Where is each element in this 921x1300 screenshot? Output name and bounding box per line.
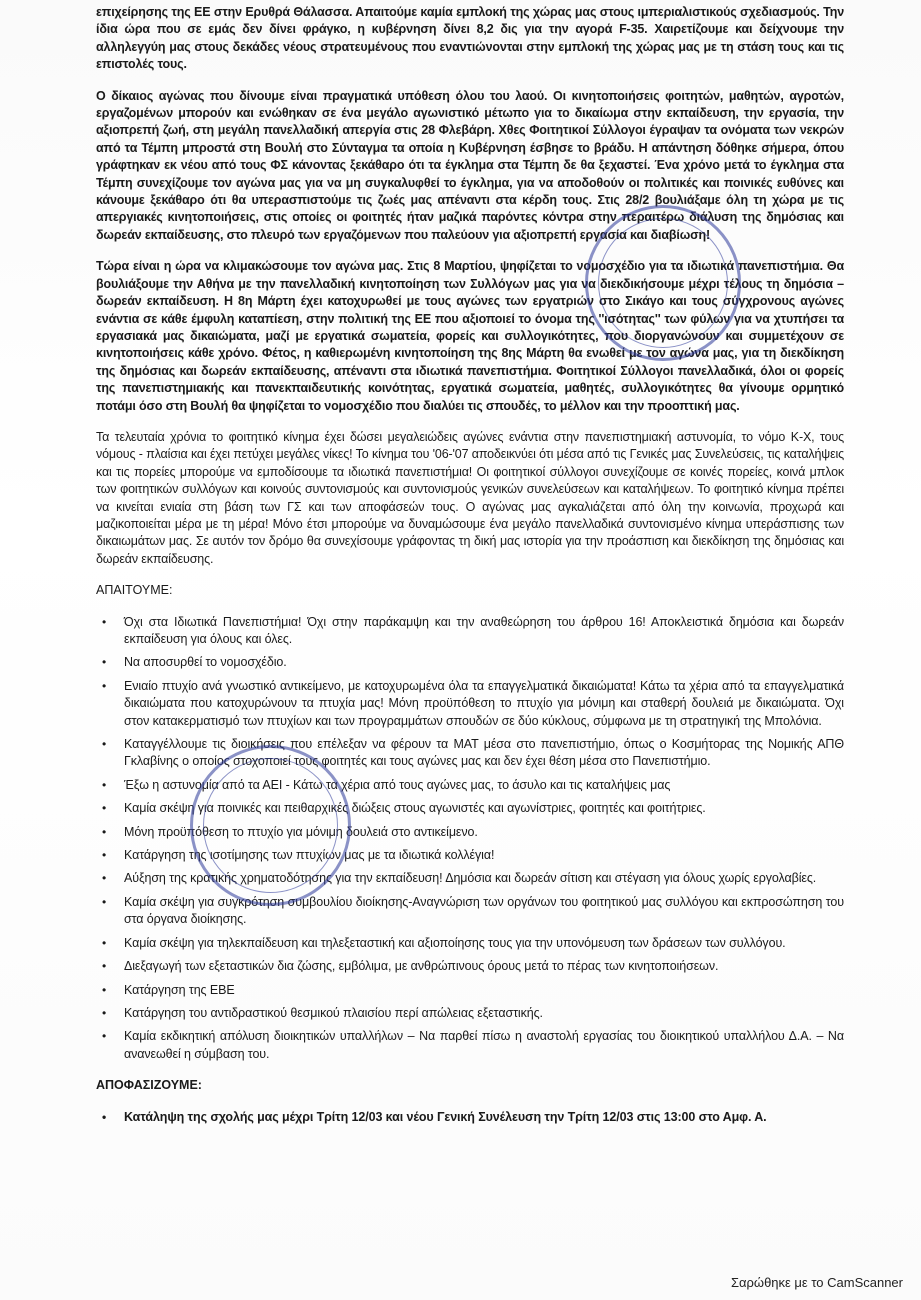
demand-text: Κατάργηση του αντιδραστικού θεσμικού πλαισίου περί απώλειας εξεταστικής.: [124, 1005, 543, 1020]
demand-text: Διεξαγωγή των εξεταστικών δια ζώσης, εμβόλιμα, με ανθρώπινους όρους μετά το πέρας των κινητοποιήσεων.: [124, 959, 719, 974]
bullet-icon: •: [102, 871, 107, 886]
paragraph-movement: Τα τελευταία χρόνια το φοιτητικό κίνημα έχει δώσει μεγαλειώδεις αγώνες ενάντια στην πανεπιστημιακή αστυνομία, το νόμο Κ-Χ, τους νόμους - πλαίσια και έχει πετύχει μεγάλες νίκες! Το κίνημα του '06-'07 αποδεικνύει ότι μέσα από τις Γενικές μας Συνελεύσεις, τις καταλήψεις και τις πορείες μπορούμε να εμποδίσουμε τα ιδιωτικά πανεπιστήμια! Οι φοιτητικοί σύλλογοι συνεχίζουμε σε κοινές πορείες, κοινά μπλοκ των φοιτητικών συλλόγων και κοινούς συντονισμούς και συντονισμούς γενικών συνελεύσεων και καταλήψεων. Το φοιτητικό κίνημα πρέπει να κινείται ενιαία στη βάση των ΓΣ και των αποφάσεών τους. Ο αγώνας μας αγκαλιάζεται από όλη την κοινωνία, προχωρά και μαζικοποιείται μέρα με τη μέρα! Μόνο έτσι μπορούμε να δυναμώσουμε ένα μεγάλο πανελλαδικά συντονισμένο κίνημα υπεράσπισης των δικαιωμάτων μας. Σε αυτόν τον δρόμο θα συνεχίσουμε γράφοντας τη δική μας ιστορία για την προάσπιση και διεκδίκηση της δημόσιας και δωρεάν εκπαίδευσης.: [96, 429, 844, 566]
bullet-icon: •: [102, 1109, 107, 1124]
demand-text: Καμία σκέψη για ποινικές και πειθαρχικές διώξεις στους αγωνιστές και αγωνίστριες, φοιτητές και φοιτήτριες.: [124, 801, 706, 816]
scanner-watermark: Σαρώθηκε με το CamScanner: [730, 1275, 903, 1290]
list-item: [96, 1005, 844, 1022]
paragraph-escalation: Τώρα είναι η ώρα να κλιμακώσουμε τον αγώνα μας. Στις 8 Μαρτίου, ψηφίζεται το νομοσχέδιο για τα ιδιωτικά πανεπιστήμια. Θα βουλιάξουμε την Αθήνα με την πανελλαδική κινητοποίηση των Συλλόγων μας για να διεκδικήσουμε μέχρι τέλους τη δημόσια – δωρεάν εκπαίδευση. Η 8η Μάρτη έχει κατοχυρωθεί με τους αγώνες των εργατριών στο Σικάγο και τους σύγχρονους αγώνες ενάντια σε κάθε έμφυλη καταπίεση, στην πολιτική της ΕΕ που αξιοποιεί το όνομα της ''ισότητας'' των φύλων για να χτυπήσει τα εργασιακά μας δικαιώματα, μαζί με εργατικά σωματεία, φορείς και συλλογικότητες, που διοργανώνουν και συμμετέχουν σε κινητοποιήσεις κάθε χρόνο. Φέτος, η καθιερωμένη κινητοποίηση της 8ης Μάρτη θα ενωθεί με τον αγώνα μας, για τη διεκδίκηση της δημόσιας και δωρεάν εκπαίδευσης, απέναντι στα ιδιωτικά πανεπιστήμια. Φοιτητικοί Σύλλογοι πανελλαδικά, όλοι οι φορείς της πανεπιστημιακής και πανεκπαιδευτικής κοινότητας, εργατικά σωματεία, μαθητές, συλλογικότητες θα γίνουμε ορμητικό ποτάμι όσο στη Βουλή θα ψηφίζεται το νομοσχέδιο που διαλύει τις σπουδές, το μέλλον και την προοπτική μας.: [96, 259, 844, 413]
bullet-icon: •: [102, 678, 107, 693]
demand-text: Καμία εκδικητική απόλυση διοικητικών υπαλλήλων – Να παρθεί πίσω η αναστολή εργασίας του διοικητικού υπαλλήλου Δ.Α. – Να ανανεωθεί η σύμβαση του.: [124, 1029, 844, 1061]
list-item: [96, 982, 844, 999]
bullet-icon: •: [102, 824, 107, 839]
bullet-icon: •: [102, 982, 107, 997]
demand-text: Καταγγέλλουμε τις διοικήσεις που επέλεξαν να φέρουν τα ΜΑΤ μέσα στο πανεπιστήμιο, όπως ο Κοσμήτορας της Νομικής ΑΠΘ Γκλαβίνης ο οποίος στοχοποιεί τους φοιτητές και τους αγώνες μας και δεν έχει θέση μέσα στο Πανεπιστήμιο.: [124, 737, 844, 769]
demand-text: Μόνη προϋπόθεση το πτυχίο για μόνιμη δουλειά στο αντικείμενο.: [124, 824, 478, 839]
bullet-icon: •: [102, 801, 107, 816]
list-item: [96, 958, 844, 975]
bullet-icon: •: [102, 894, 107, 909]
demand-text: Ενιαίο πτυχίο ανά γνωστικό αντικείμενο, με κατοχυρωμένα όλα τα επαγγελματικά δικαιώματα! Κάτω τα χέρια από τα επαγγελματικά δικαιώματα που κατοχυρώνουν τα πτυχία μας! Μόνη προϋπόθεση το πτυχίο για μόνιμη και σταθερή δουλειά με δικαιώματα. Όχι στον κατακερματισμό των πτυχίων και των προγραμμάτων σπουδών σε δύο κύκλους, σύμφωνα με τη στρατηγική της Μπολόνια.: [124, 678, 844, 728]
association-stamp-icon: [190, 745, 351, 906]
bullet-icon: •: [102, 848, 107, 863]
bullet-icon: •: [102, 614, 107, 629]
bullet-icon: •: [102, 655, 107, 670]
decision-text: Κατάληψη της σχολής μας μέχρι Τρίτη 12/03 και νέου Γενική Συνέλευση την Τρίτη 12/03 στις 13:00 στο Αμφ. Α.: [124, 1109, 767, 1124]
demands-heading: ΑΠΑΙΤΟΥΜΕ:: [96, 583, 173, 598]
document-body: [96, 4, 844, 1132]
bullet-icon: •: [102, 1029, 107, 1044]
list-item: [96, 894, 844, 929]
list-item: [96, 1028, 844, 1063]
bullet-icon: •: [102, 737, 107, 752]
list-item: [96, 935, 844, 952]
demand-text: Κατάργηση της ισοτίμησης των πτυχίων μας με τα ιδιωτικά κολλέγια!: [124, 848, 495, 863]
list-item: [96, 654, 844, 671]
demand-text: Αύξηση της κρατικής χρηματοδότησης για την εκπαίδευση! Δημόσια και δωρεάν σίτιση και στέγαση για όλους χωρίς εργολαβίες.: [124, 871, 817, 886]
list-item: [96, 1109, 844, 1126]
bullet-icon: •: [102, 959, 107, 974]
bullet-icon: •: [102, 777, 107, 792]
demand-text: Κατάργηση της ΕΒΕ: [124, 982, 235, 997]
bullet-icon: •: [102, 1005, 107, 1020]
list-item: [96, 678, 844, 730]
demand-text: Έξω η αστυνομία από τα ΑΕΙ - Κάτω τα χέρια από τους αγώνες μας, το άσυλο και τις καταλήψεις μας: [124, 777, 671, 792]
demand-text: Να αποσυρθεί το νομοσχέδιο.: [124, 655, 287, 670]
demand-text: Όχι στα Ιδιωτικά Πανεπιστήμια! Όχι στην παράκαμψη και την αναθεώρηση του άρθρου 16! Αποκλειστικά δημόσια και δωρεάν εκπαίδευση για όλους και όλες.: [124, 614, 844, 646]
decisions-heading: ΑΠΟΦΑΣΙΖΟΥΜΕ:: [96, 1078, 202, 1093]
paragraph-intro: επιχείρησης της ΕΕ στην Ερυθρά Θάλασσα. Απαιτούμε καμία εμπλοκή της χώρας μας στους ιμπεριαλιστικούς σχεδιασμούς. Την ίδια ώρα που σε εμάς δεν δίνει φράγκο, η κυβέρνηση δίνει 8,2 δις για την αγορά F-35. Χαιρετίζουμε και δείχνουμε την αλληλεγγύη μας στους δεκάδες νέους στρατευμένους που εναντιώνονται στην εμπλοκή της χώρας μας με τη στάση τους και τις επιστολές τους.: [96, 5, 844, 72]
list-item: [96, 614, 844, 649]
paragraph-struggle: Ο δίκαιος αγώνας που δίνουμε είναι πραγματικά υπόθεση όλου του λαού. Οι κινητοποιήσεις φοιτητών, μαθητών, αγροτών, εργαζομένων μπορούν και ενώθηκαν σε ένα μεγάλο αγωνιστικό μέτωπο για το δικαίωμα στην εκπαίδευση, την εργασία, την αξιοπρεπή ζωή, στη μεγάλη πανελλαδική απεργία στις 28 Φλεβάρη. Χθες Φοιτητικοί Σύλλογοι έγραψαν τα ονόματα των νεκρών από τα Τέμπη μπροστά στη Βουλή στο Σύνταγμα τα οποία η Κυβέρνηση έσβησε το βράδυ. Η απάντηση δόθηκε σήμερα, όπου γράφτηκαν εκ νέου από τους ΦΣ κάνοντας ξεκάθαρο ότι τα έγκλημα στα Τέμπη δε θα ξεχαστεί. Ένα χρόνο μετά το έγκλημα στα Τέμπη συνεχίζουμε τον αγώνα μας για να μη συγκαλυφθεί το έγκλημα, για να αποδοθούν οι πολιτικές και ποινικές ευθύνες και κάνουμε ξεκάθαρο ότι θα υπερασπιστούμε τις ζωές μας απέναντι στα κέρδη τους. Στις 28/2 βουλιάξαμε όλη τη χώρα με τις απεργιακές κινητοποιήσεις, στις οποίες οι φοιτητές ήταν μαζικά παρόντες κόντρα στην περαιτέρω διάλυση της δημόσιας και δωρεάν εκπαίδευσης, στο πλευρό των εργαζόμενων που παλεύουν για αξιοπρεπή εργασία και διαβίωση!: [96, 88, 844, 242]
association-stamp-icon: [585, 205, 741, 361]
decisions-list: [96, 1109, 844, 1126]
demand-text: Καμία σκέψη για συγκρότηση συμβουλίου διοίκησης-Αναγνώριση των οργάνων του φοιτητικού μας συλλόγου και εκπροσώπηση του στα όργανα διοίκησης.: [124, 894, 844, 927]
list-item: [96, 736, 844, 771]
bullet-icon: •: [102, 935, 107, 950]
demand-text: Καμία σκέψη για τηλεκπαίδευση και τηλεξεταστική και αξιοποίησης τους για την υπονόμευση των δράσεων των συλλόγου.: [124, 935, 786, 950]
